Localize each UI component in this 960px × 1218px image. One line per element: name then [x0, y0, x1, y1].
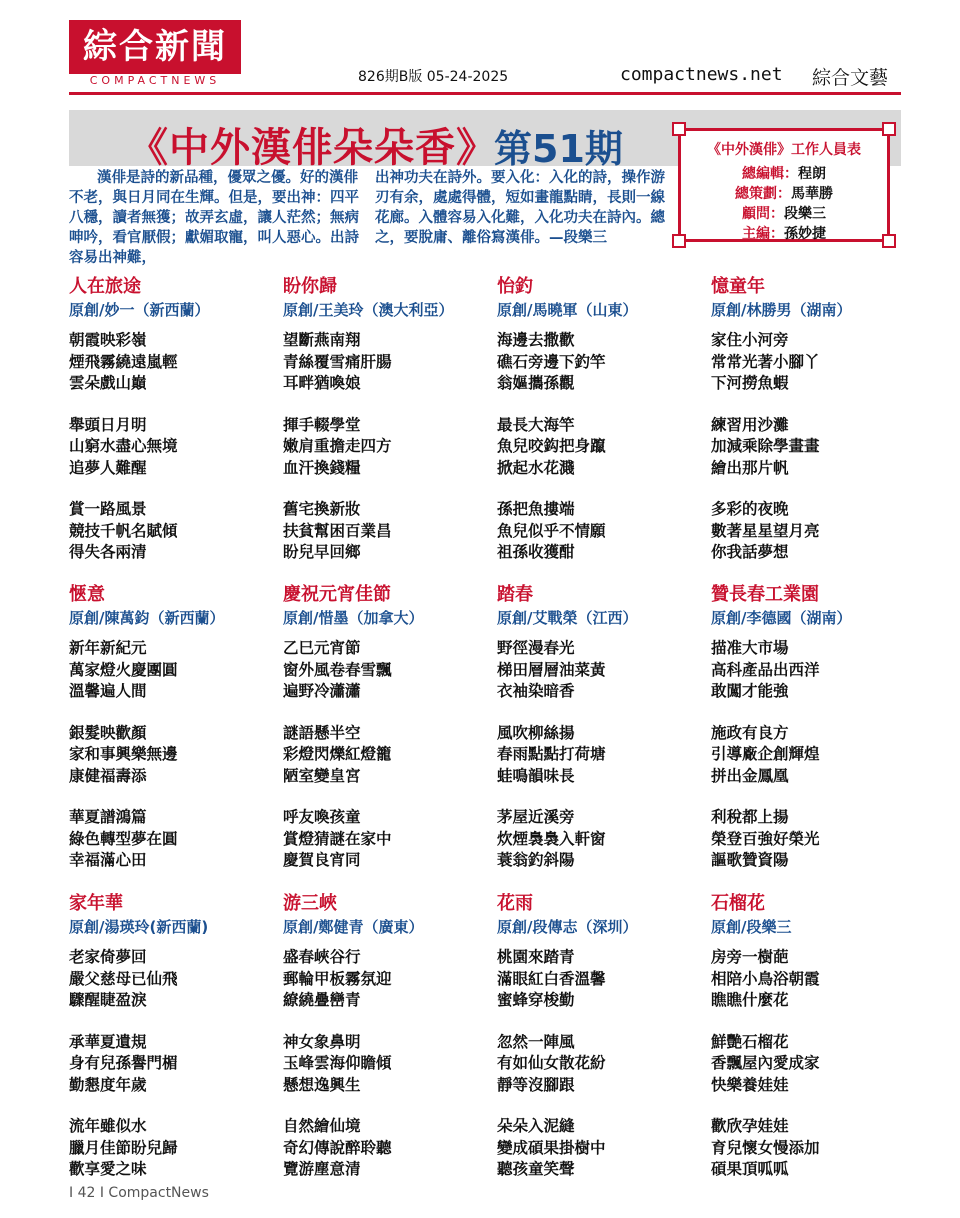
poem-line: 驟醒睫盈淚: [69, 991, 147, 1009]
staff-title: 《中外漢俳》工作人員表: [707, 142, 861, 158]
poem-line: 陋室變皇宮: [283, 766, 361, 785]
poem-line: 雲朵戲山巔: [69, 374, 147, 392]
poem: [69, 584, 279, 872]
poem-line: 華夏譜鴻篇: [69, 808, 147, 826]
poem-stanza: [283, 723, 493, 788]
poem: [711, 276, 921, 564]
poem-title: 家年華: [69, 893, 123, 914]
poem-line: 覽游塵意清: [283, 1160, 361, 1178]
poem-line: 幸福滿心田: [69, 851, 147, 869]
poem: [283, 893, 493, 1181]
corner-ornament: [882, 234, 896, 248]
corner-ornament: [672, 122, 686, 136]
intro-right: 出神功夫在詩外。要入化：入化的詩，操作游刃有余，處處得體，短如畫龍點睛，長則一線花廊。入體容易入化難，入化功夫在詩內。總之，要脫庸、離俗寫漢俳。—段樂三: [375, 170, 665, 246]
poem-line: 魚兒似乎不情願: [497, 521, 606, 540]
staff-name: 段樂三: [784, 206, 826, 222]
poem-stanza: [69, 947, 279, 1012]
poem-line: 春雨點點打荷塘: [497, 745, 606, 763]
poem-line: 祖孫收獲酣: [497, 543, 575, 561]
poem-stanza: [69, 1116, 279, 1181]
poem-line: 房旁一樹葩: [711, 948, 789, 966]
poem-line: 綠色轉型夢在圓: [69, 829, 178, 848]
poem-stanza: [497, 638, 707, 703]
poem-line: 呼友喚孩童: [283, 808, 361, 826]
poem-author: 原創/王美玲（澳大利亞）: [283, 301, 454, 319]
poem-line: 繚繞疊巒青: [283, 991, 361, 1009]
poem-stanza: [69, 499, 279, 564]
poem-title: 盼你歸: [283, 276, 337, 297]
poem-stanza: [69, 330, 279, 395]
poem-line: 榮登百強好榮光: [711, 829, 820, 848]
poem: [711, 584, 921, 872]
poem: [69, 276, 279, 564]
poem-line: 玉峰雲海仰瞻傾: [283, 1054, 392, 1072]
poem-author: 原創/李德國（湖南）: [711, 609, 852, 627]
site-url: compactnews.net: [620, 64, 783, 85]
poem-stanza: [283, 807, 493, 872]
poem-line: 常常光著小腳丫: [711, 352, 820, 371]
corner-ornament: [672, 234, 686, 248]
poem-line: 望斷燕南翔: [283, 331, 361, 349]
poem-line: 利稅都上揚: [711, 808, 789, 826]
poem-title: 游三峽: [283, 893, 337, 914]
staff-row: [681, 163, 887, 183]
poem-line: 勤懇度年歲: [69, 1075, 147, 1094]
poem-line: 數著星星望月亮: [711, 521, 820, 540]
intro-left: 漢俳是詩的新品種，優眾之優。好的漢俳不老，與日月同在生輝。但是，要出神：四平八穩，讀者無獲；故弄玄虛，讓人茫然；無病呻吟，看官厭假；獻媚取寵，叫人惡心。出詩容易出神難，: [69, 170, 359, 266]
staff-role: 主編：: [742, 226, 784, 242]
poem-line: 神女象鼻明: [283, 1032, 361, 1051]
poem-author: 原創/陳萬鈞（新西蘭）: [69, 609, 225, 627]
poem-line: 慶賀良宵同: [283, 851, 361, 869]
poem-line: 香飄屋內愛成家: [711, 1054, 820, 1072]
poem-line: 相陪小鳥浴朝霞: [711, 969, 820, 988]
poem-line: 溫馨遍人間: [69, 682, 147, 700]
poem-author: 原創/鄭健青（廣東）: [283, 918, 424, 936]
staff-box: [678, 128, 890, 242]
poem-line: 瞧瞧什麼花: [711, 991, 789, 1009]
poem-line: 謳歌贊資陽: [711, 851, 789, 869]
header-divider: [69, 92, 901, 95]
poem-line: 拼出金鳳凰: [711, 766, 789, 785]
poem-line: 描准大市場: [711, 639, 789, 657]
poem-line: 野徑漫春光: [497, 639, 575, 657]
poem-line: 康健福壽添: [69, 766, 147, 785]
poem-line: 身有兒孫譽門楣: [69, 1054, 178, 1072]
section-name: 綜合文藝: [812, 67, 889, 89]
staff-role: 顧問：: [742, 206, 784, 222]
issue-info: 826期B版 05-24-2025: [358, 69, 509, 85]
poem-author: 原創/湯瑛玲(新西蘭): [69, 918, 209, 936]
poem-line: 青絲覆雪痛肝腸: [283, 352, 392, 371]
poem-line: 變成碩果掛樹中: [497, 1138, 606, 1157]
poem-line: 彩燈閃爍紅燈籠: [283, 745, 392, 763]
poem-line: 梯田層層油菜黃: [497, 660, 606, 679]
poem-line: 遍野冷瀟瀟: [283, 682, 361, 700]
poem-line: 揮手輟學堂: [283, 415, 361, 434]
poem-line: 朵朵入泥縫: [497, 1117, 575, 1135]
poem-line: 競技千帆名賦傾: [69, 521, 178, 540]
poem-stanza: [283, 415, 493, 480]
poem-line: 嫩肩重擔走四方: [283, 437, 392, 455]
poem-line: 礁石旁邊下釣竿: [497, 352, 606, 371]
poem-line: 臘月佳節盼兒歸: [69, 1138, 178, 1157]
poem-line: 快樂養娃娃: [711, 1075, 789, 1094]
poem-stanza: [497, 947, 707, 1012]
poem-title: 愜意: [69, 584, 105, 605]
poem-stanza: [69, 1032, 279, 1097]
poem-stanza: [283, 1116, 493, 1181]
poem: [283, 276, 493, 564]
poem-line: 加減乘除學畫畫: [711, 437, 820, 455]
poem-line: 繪出那片帆: [711, 458, 789, 477]
poem-title: 慶祝元宵佳節: [283, 584, 391, 605]
poem-title: 憶童年: [711, 276, 765, 297]
poem-line: 育兒懷女慢添加: [711, 1138, 820, 1157]
poem-stanza: [283, 947, 493, 1012]
poem-stanza: [283, 638, 493, 703]
poem-line: 滿眼紅白香溫馨: [497, 969, 606, 988]
poem-stanza: [69, 638, 279, 703]
poem-line: 煙飛霧繞遠嵐輕: [69, 352, 178, 371]
poem-line: 掀起水花濺: [497, 458, 575, 477]
poem: [497, 276, 707, 564]
poem-title: 贊長春工業園: [711, 584, 819, 605]
corner-ornament: [882, 122, 896, 136]
poem-line: 新年新紀元: [69, 639, 147, 657]
poem-line: 乙巳元宵節: [283, 639, 361, 657]
poem-line: 賞燈猜謎在家中: [283, 829, 392, 848]
poem-line: 舊宅換新妝: [283, 500, 361, 518]
poem-line: 得失各兩清: [69, 543, 147, 561]
poem-line: 承華夏遺規: [69, 1032, 147, 1051]
poem-title: 踏春: [497, 584, 533, 605]
logo-subtitle: COMPACTNEWS: [89, 74, 221, 87]
poem-line: 懸想逸興生: [283, 1075, 361, 1094]
poem-title: 人在旅途: [69, 276, 141, 297]
poem-stanza: [711, 1116, 921, 1181]
staff-role: 總策劃：: [735, 186, 791, 202]
poem-line: 謎語懸半空: [283, 723, 361, 742]
poem-line: 扶貧幫困百業昌: [283, 521, 392, 540]
poem-stanza: [497, 415, 707, 480]
poem-line: 鮮艷石榴花: [711, 1032, 789, 1051]
poem-author: 原創/段樂三: [711, 918, 792, 936]
poem-line: 碩果頂呱呱: [711, 1160, 789, 1178]
poem-line: 孫把魚摟端: [497, 500, 575, 518]
staff-role: 總編輯：: [742, 166, 798, 182]
poem-line: 引導廠企創輝煌: [711, 745, 820, 763]
issue-number: 第51期: [494, 127, 623, 171]
poem-line: 山窮水盡心無境: [69, 437, 178, 455]
poem-line: 銀髮映歡顏: [69, 723, 147, 742]
poem-stanza: [711, 1032, 921, 1097]
poem-line: 衣袖染暗香: [497, 682, 575, 700]
poem-title: 花雨: [497, 893, 533, 914]
page-footer: I 42 I CompactNews: [69, 1185, 209, 1201]
poem-line: 郵輪甲板霧氛迎: [283, 969, 392, 988]
staff-row: [681, 223, 887, 243]
staff-row: [681, 183, 887, 203]
poem-stanza: [69, 415, 279, 480]
poem-author: 原創/馬曉軍（山東）: [497, 301, 638, 319]
poem-author: 原創/艾戰榮（江西）: [497, 609, 638, 627]
poem-line: 奇幻傳說醉聆聽: [283, 1138, 392, 1157]
poem-stanza: [283, 1032, 493, 1097]
poem-line: 敢闖才能強: [711, 682, 789, 700]
poem-stanza: [69, 723, 279, 788]
poem: [497, 893, 707, 1181]
poem: [711, 893, 921, 1181]
poem-stanza: [497, 330, 707, 395]
poem-stanza: [69, 807, 279, 872]
poem-author: 原創/林勝男（湖南）: [711, 301, 852, 319]
poem-line: 血汗換錢糧: [283, 458, 361, 477]
poem-stanza: [711, 638, 921, 703]
poem-line: 忽然一陣風: [497, 1032, 575, 1051]
poem-line: 最長大海竿: [497, 415, 575, 434]
poem-stanza: [497, 723, 707, 788]
page-title: 《中外漢俳朵朵香》: [128, 125, 497, 171]
poem-author: 原創/妙一（新西蘭）: [69, 301, 210, 319]
poem-stanza: [711, 415, 921, 480]
logo-text: 綜合新聞: [83, 27, 227, 67]
staff-name: 孫妙捷: [784, 226, 826, 242]
poem-stanza: [711, 723, 921, 788]
poem-line: 蓑翁釣斜陽: [497, 851, 575, 869]
poem-line: 追夢人難醒: [69, 458, 147, 477]
poem-stanza: [711, 807, 921, 872]
poem-stanza: [497, 1116, 707, 1181]
poem-line: 聽孩童笑聲: [497, 1160, 575, 1178]
poem-line: 自然繪仙境: [283, 1117, 361, 1135]
poem-author: 原創/惜墨（加拿大）: [283, 609, 424, 627]
poem-line: 歡欣孕娃娃: [711, 1117, 789, 1135]
poem-line: 朝霞映彩嶺: [69, 331, 147, 349]
poem-title: 石榴花: [711, 893, 765, 914]
poem-line: 盛春峽谷行: [283, 948, 361, 966]
poem-line: 家住小河旁: [711, 331, 789, 349]
poem-line: 桃園來踏青: [497, 948, 575, 966]
poem-line: 高科產品出西洋: [711, 660, 820, 679]
poem-line: 施政有良方: [711, 723, 789, 742]
poem-stanza: [283, 330, 493, 395]
poem-stanza: [711, 330, 921, 395]
poem-line: 賞一路風景: [69, 500, 147, 518]
poem-line: 炊煙裊裊入軒窗: [497, 829, 606, 848]
poem-line: 練習用沙灘: [711, 415, 789, 434]
poem-line: 歡享愛之味: [69, 1160, 147, 1178]
poem-stanza: [711, 499, 921, 564]
poem: [497, 584, 707, 872]
poem-stanza: [497, 499, 707, 564]
poem: [283, 584, 493, 872]
poem-line: 下河撈魚蝦: [711, 374, 789, 392]
poem-line: 你我話夢想: [711, 543, 789, 561]
poem-author: 原創/段傳志（深圳）: [497, 918, 638, 936]
logo: [69, 20, 241, 74]
poem-line: 魚兒咬鈎把身躥: [497, 437, 606, 455]
poem-line: 蛙鳴韻味長: [497, 766, 575, 785]
poem-line: 蜜蜂穿梭勤: [497, 991, 575, 1009]
poem-line: 萬家燈火慶團圓: [69, 660, 178, 679]
poem-line: 家和事興樂無邊: [69, 745, 178, 763]
staff-name: 程朗: [798, 166, 826, 182]
poem-line: 耳畔猶喚娘: [283, 374, 361, 392]
poem-stanza: [711, 947, 921, 1012]
poem-line: 多彩的夜晚: [711, 500, 789, 518]
poem-line: 嚴父慈母已仙飛: [69, 969, 178, 988]
poem-line: 舉頭日月明: [69, 415, 147, 434]
poem-stanza: [283, 499, 493, 564]
poem: [69, 893, 279, 1181]
poem-stanza: [497, 807, 707, 872]
poem-line: 有如仙女散花紛: [497, 1054, 606, 1072]
poem-title: 怡釣: [497, 276, 533, 297]
poem-line: 老家倚夢回: [69, 948, 147, 966]
poem-line: 盼兒早回鄉: [283, 543, 361, 561]
poem-stanza: [497, 1032, 707, 1097]
staff-row: [681, 203, 887, 223]
poem-line: 靜等沒腳跟: [497, 1075, 575, 1094]
poem-line: 窗外風卷春雪飄: [283, 660, 392, 679]
poem-line: 風吹柳絲揚: [497, 723, 575, 742]
poem-line: 翁嫗攜孫觀: [497, 374, 575, 392]
staff-name: 馬華勝: [791, 186, 833, 202]
poem-line: 海邊去撒歡: [497, 331, 575, 349]
poem-line: 茅屋近溪旁: [497, 808, 575, 826]
poem-line: 流年雖似水: [69, 1117, 147, 1135]
